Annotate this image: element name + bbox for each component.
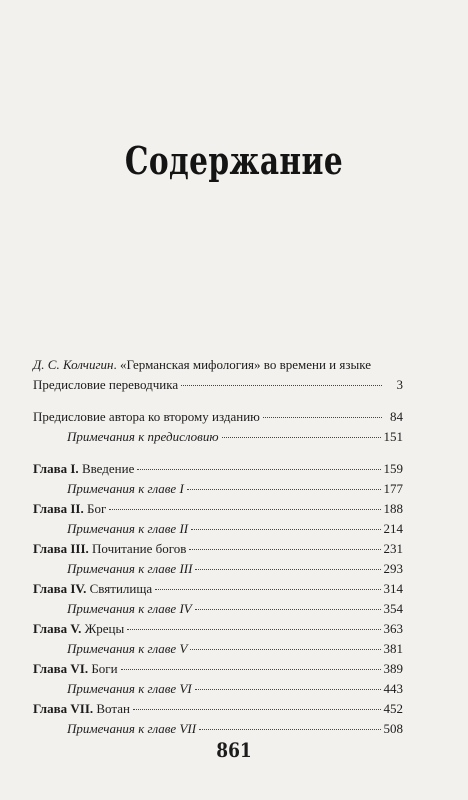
toc-notes-entry[interactable] [33,559,403,579]
toc-gap [33,395,403,407]
chapter-number: Глава V. [33,621,82,636]
entry-label: Примечания к главе V [67,641,188,656]
entry-label: Примечания к главе I [67,481,184,496]
entry-label: Святилища [89,581,153,596]
entry-label: Примечания к главе VII [67,721,197,736]
toc-entry[interactable] [33,659,403,679]
page-number: 861 [216,738,252,762]
intro-work-title: «Германская мифология» во времени и языке [119,357,371,372]
entry-page: 363 [383,621,403,636]
toc-entry[interactable] [33,539,403,559]
toc-entry[interactable] [33,699,403,719]
dot-leader [133,708,381,710]
toc-notes-entry[interactable] [33,679,403,699]
dot-leader [195,568,380,570]
entry-label: Вотан [96,701,130,716]
dot-leader [199,728,380,730]
entry-label: Примечания к главе IV [67,601,192,616]
entry-label: Предисловие автора ко второму изданию [33,409,260,424]
intro-author: Д. С. Колчигин [33,357,114,372]
dot-leader [189,548,380,550]
entry-label: Боги [91,661,118,676]
table-of-contents [33,355,403,739]
entry-label: Примечания к предисловию [67,429,219,444]
entry-page: 214 [383,521,403,536]
entry-page: 84 [390,409,403,424]
entry-page: 159 [383,461,403,476]
dot-leader [190,648,380,650]
chapter-number: Глава VI. [33,661,89,676]
toc-entry[interactable] [33,619,403,639]
toc-entry[interactable] [33,499,403,519]
chapter-number: Глава II. [33,501,84,516]
dot-leader [195,688,381,690]
dot-leader [195,608,381,610]
entry-page: 354 [383,601,403,616]
entry-page: 177 [383,481,403,496]
toc-entry[interactable] [33,375,403,395]
toc-notes-entry[interactable] [33,479,403,499]
entry-label: Предисловие переводчика [33,377,179,392]
entry-label: Примечания к главе III [67,561,193,576]
page-title: Содержание [124,138,344,183]
entry-label: Примечания к главе II [67,521,189,536]
entry-page: 314 [383,581,403,596]
chapter-number: Глава IV. [33,581,87,596]
entry-page: 381 [383,641,403,656]
toc-notes-entry[interactable] [33,719,403,739]
entry-page: 231 [383,541,403,556]
dot-leader [187,488,381,490]
entry-page: 188 [383,501,403,516]
dot-leader [191,528,380,530]
dot-leader [181,384,382,386]
toc-notes-entry[interactable] [33,639,403,659]
dot-leader [121,668,381,670]
toc-entry[interactable] [33,459,403,479]
entry-page: 293 [383,561,403,576]
entry-label: Почитание богов [92,541,187,556]
dot-leader [155,588,380,590]
chapter-number: Глава III. [33,541,89,556]
entry-label: Введение [81,461,135,476]
chapter-number: Глава VII. [33,701,94,716]
entry-page: 389 [383,661,403,676]
dot-leader [222,436,381,438]
toc-entry[interactable] [33,579,403,599]
entry-page: 508 [383,721,403,736]
chapter-number: Глава I. [33,461,79,476]
dot-leader [127,628,380,630]
toc-notes-entry[interactable] [33,519,403,539]
toc-notes-entry[interactable] [33,599,403,619]
entry-label: Примечания к главе VI [67,681,192,696]
entry-page: 3 [396,377,403,392]
toc-intro: Д. С. Колчигин . «Германская мифология» во времени и языке [33,355,403,375]
entry-page: 452 [383,701,403,716]
entry-page: 151 [383,429,403,444]
dot-leader [109,508,380,510]
dot-leader [137,468,380,470]
toc-notes-entry[interactable] [33,427,403,447]
entry-page: 443 [383,681,403,696]
dot-leader [263,416,382,418]
entry-label: Бог [87,501,107,516]
toc-gap [33,447,403,459]
entry-label: Жрецы [84,621,125,636]
toc-entry[interactable] [33,407,403,427]
